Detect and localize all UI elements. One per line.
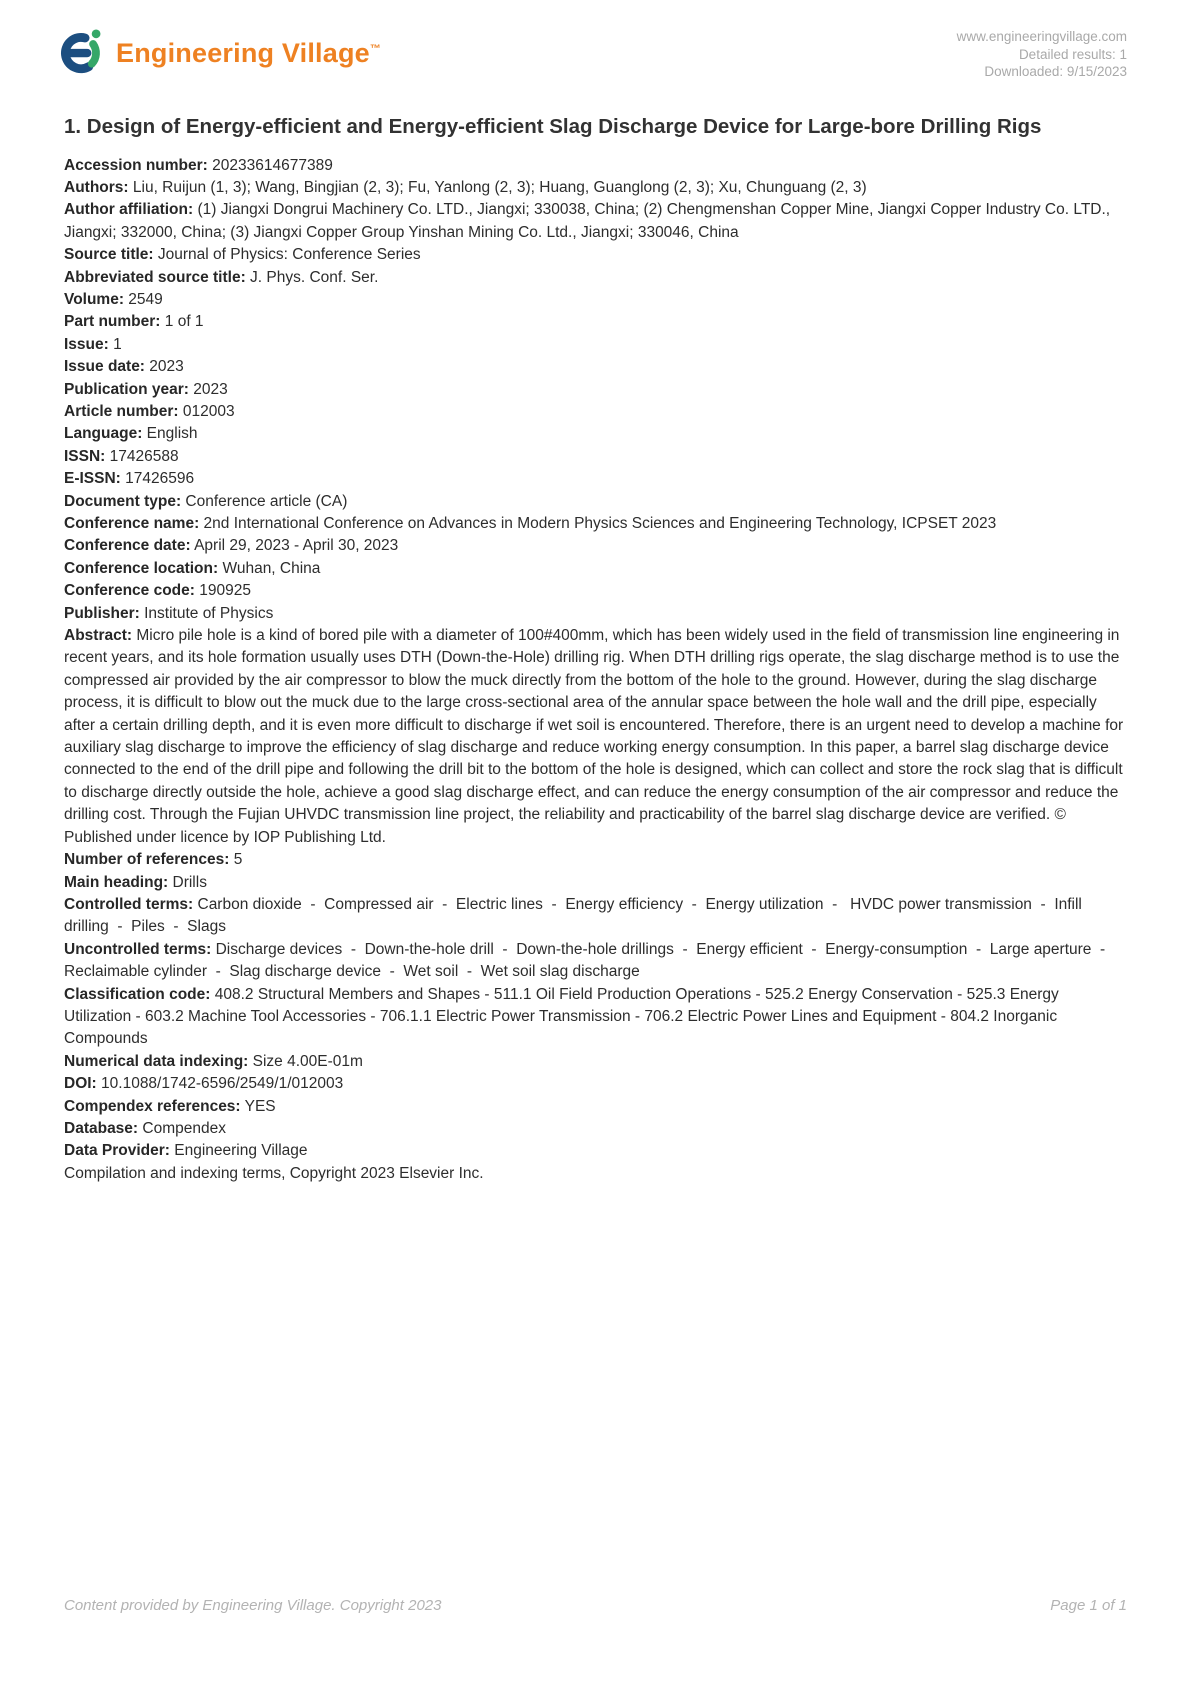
field-label: Conference name: bbox=[64, 515, 200, 532]
brand-name bbox=[116, 38, 381, 69]
record-content bbox=[0, 113, 1191, 1186]
field-value: 17426596 bbox=[120, 470, 195, 488]
record-field bbox=[64, 155, 1127, 177]
field-label: Volume: bbox=[64, 290, 124, 308]
record-field bbox=[64, 289, 1127, 311]
page-footer bbox=[64, 1597, 1127, 1614]
field-label: DOI: bbox=[64, 1075, 97, 1093]
field-value: English bbox=[142, 425, 198, 443]
record-field bbox=[64, 984, 1127, 1051]
field-value: 10.1088/1742-6596/2549/1/012003 bbox=[96, 1075, 344, 1093]
record-field bbox=[64, 849, 1127, 871]
field-label: Source title: bbox=[64, 246, 154, 264]
brand-text: Engineering Village bbox=[116, 37, 370, 68]
record-field bbox=[64, 423, 1127, 445]
field-value: Drills bbox=[168, 873, 207, 891]
meta-downloaded: Downloaded: 9/15/2023 bbox=[984, 64, 1127, 79]
record-field bbox=[64, 558, 1127, 580]
field-value: April 29, 2023 - April 30, 2023 bbox=[190, 537, 399, 555]
record-field bbox=[64, 379, 1127, 401]
record-field bbox=[64, 356, 1127, 378]
field-label: Compendex references: bbox=[64, 1097, 241, 1115]
field-value: Size 4.00E-01m bbox=[248, 1052, 363, 1070]
field-value: Carbon dioxide - Compressed air - Electric lines - Energy efficiency - Energy utilization - HVDC power transmission - Infill drilling - Piles - Slags bbox=[64, 895, 1087, 936]
record-field bbox=[64, 894, 1127, 939]
field-value: Journal of Physics: Conference Series bbox=[153, 246, 421, 264]
record-field bbox=[64, 244, 1127, 266]
field-value: 190925 bbox=[194, 582, 251, 600]
field-value: 2023 bbox=[144, 358, 184, 376]
record-field bbox=[64, 625, 1127, 849]
record-field bbox=[64, 1051, 1127, 1073]
field-value: Wuhan, China bbox=[218, 559, 321, 577]
field-value: 1 of 1 bbox=[160, 313, 204, 331]
record-field bbox=[64, 267, 1127, 289]
field-value: 012003 bbox=[178, 402, 235, 420]
field-label: Publication year: bbox=[64, 380, 189, 398]
record-field bbox=[64, 603, 1127, 625]
record-field bbox=[64, 1096, 1127, 1118]
footer-right: Page 1 of 1 bbox=[1050, 1597, 1127, 1614]
field-label: Number of references: bbox=[64, 851, 230, 869]
record-field bbox=[64, 491, 1127, 513]
record-field bbox=[64, 580, 1127, 602]
field-value: 2023 bbox=[188, 380, 228, 398]
field-label: Document type: bbox=[64, 492, 182, 510]
field-value: 2549 bbox=[124, 290, 163, 308]
record-field bbox=[64, 468, 1127, 490]
field-value: YES bbox=[240, 1097, 276, 1115]
field-value: Institute of Physics bbox=[139, 604, 274, 622]
field-value: Compendex bbox=[138, 1119, 226, 1137]
field-label: Data Provider: bbox=[64, 1142, 170, 1160]
record-field bbox=[64, 334, 1127, 356]
record-field bbox=[64, 311, 1127, 333]
record-field bbox=[64, 1118, 1127, 1140]
field-value: Conference article (CA) bbox=[181, 492, 348, 510]
meta-detailed-results: Detailed results: 1 bbox=[1018, 46, 1127, 62]
field-label: Issue date: bbox=[64, 358, 145, 376]
page-header bbox=[0, 0, 1191, 81]
record-field bbox=[64, 872, 1127, 894]
record-field bbox=[64, 1073, 1127, 1095]
field-label: Uncontrolled terms: bbox=[64, 940, 212, 958]
field-label: Accession number: bbox=[64, 156, 208, 174]
field-label: Article number: bbox=[64, 402, 179, 420]
field-label: Main heading: bbox=[64, 873, 169, 891]
field-value: Discharge devices - Down-the-hole drill - Down-the-hole drillings - Energy efficient - Energy-consumption - Large aperture - Reclaimable cylinder - Slag discharge device - Wet soil - Wet soil slag discharge bbox=[64, 940, 1114, 981]
record-field bbox=[64, 513, 1127, 535]
field-value: 1 bbox=[108, 335, 122, 353]
field-label: Conference date: bbox=[64, 537, 191, 555]
field-value: 17426588 bbox=[105, 447, 179, 465]
field-label: Classification code: bbox=[64, 985, 211, 1003]
field-label: Author affiliation: bbox=[64, 201, 194, 219]
record-title: 1. Design of Energy-efficient and Energy-efficient Slag Discharge Device for Large-bore Drilling Rigs bbox=[64, 114, 1042, 138]
field-label: Part number: bbox=[64, 313, 161, 331]
meta-url: www.engineeringvillage.com bbox=[956, 29, 1127, 44]
field-label: ISSN: bbox=[64, 447, 106, 465]
field-label: Issue: bbox=[64, 335, 109, 353]
ev-logo bbox=[56, 26, 381, 76]
field-value: 5 bbox=[229, 851, 243, 869]
field-value: J. Phys. Conf. Ser. bbox=[245, 268, 379, 286]
field-label: Conference code: bbox=[64, 582, 195, 600]
field-value: 20233614677389 bbox=[207, 156, 333, 174]
field-label: Database: bbox=[64, 1119, 139, 1137]
record-field bbox=[64, 177, 1127, 199]
field-value: (1) Jiangxi Dongrui Machinery Co. LTD., Jiangxi; 330038, China; (2) Chengmenshan Copper Mine, Jiangxi Copper Industry Co. LTD., Jiangxi; 332000, China; (3) Jiangxi Copper Group Yinshan Mining Co. Ltd., Jiangxi; 330046, China bbox=[64, 201, 1115, 241]
ei-logo-icon bbox=[56, 26, 106, 76]
trademark: ™ bbox=[369, 42, 382, 55]
field-label: E-ISSN: bbox=[64, 470, 121, 488]
field-label: Abstract: bbox=[64, 627, 133, 645]
record-field bbox=[64, 939, 1127, 984]
field-value: Engineering Village bbox=[169, 1142, 308, 1160]
field-label: Language: bbox=[64, 425, 143, 443]
field-label: Controlled terms: bbox=[64, 895, 194, 913]
record-fields bbox=[64, 155, 1127, 1163]
compilation-note: Compilation and indexing terms, Copyright 2023 Elsevier Inc. bbox=[64, 1164, 484, 1182]
field-value: 408.2 Structural Members and Shapes - 511.1 Oil Field Production Operations - 525.2 Energy Conservation - 525.3 Energy Utilization - 603.2 Machine Tool Accessories - 706.1.1 Electric Power Transmission - 706.2 Electric Power Lines and Equipment - 804.2 Inorganic Compounds bbox=[64, 985, 1064, 1048]
record-field bbox=[64, 1140, 1127, 1162]
field-value: 2nd International Conference on Advances in Modern Physics Sciences and Engineering Technology, ICPSET 2023 bbox=[199, 515, 997, 532]
field-label: Conference location: bbox=[64, 559, 219, 577]
field-value: Liu, Ruijun (1, 3); Wang, Bingjian (2, 3); Fu, Yanlong (2, 3); Huang, Guanglong (2, 3); Xu, Chunguang (2, 3) bbox=[128, 178, 867, 196]
header-meta bbox=[957, 26, 1127, 81]
record-field bbox=[64, 446, 1127, 468]
footer-left: Content provided by Engineering Village. Copyright 2023 bbox=[64, 1597, 442, 1614]
field-label: Numerical data indexing: bbox=[64, 1052, 249, 1070]
record-field bbox=[64, 199, 1127, 244]
field-label: Abbreviated source title: bbox=[64, 268, 246, 286]
field-label: Publisher: bbox=[64, 604, 140, 622]
record-field bbox=[64, 401, 1127, 423]
field-value: Micro pile hole is a kind of bored pile with a diameter of 100#400mm, which has been widely used in the field of transmission line engineering in recent years, and its hole formation usually uses DTH (Down-the-Hole) drilling rig. When DTH drilling rigs operate, the slag discharge method is to use the compressed air provided by the air compressor to blow the muck directly from the bottom of the hole to the ground. However, during the slag discharge process, it is difficult to blow out the muck due to the large cross-sectional area of the annular space between the hole wall and the drill pipe, especially after a certain drilling depth, and it is even more difficult to discharge if wet soil is encountered. Therefore, there is an urgent need to develop a machine for auxiliary slag discharge to improve the efficiency of slag discharge and reduce working energy consumption. In this paper, a barrel slag discharge device connected to the end of the drill pipe and following the drill bit to the bottom of the hole is designed, which can collect and store the rock slag that is difficult to discharge directly outside the hole, achieve a good slag discharge effect, and can reduce the energy consumption of the air compressor and reduce the drilling cost. Through the Fujian UHVDC transmission line project, the reliability and practicability of the barrel slag discharge device are verified. © Published under licence by IOP Publishing Ltd. bbox=[64, 627, 1128, 846]
field-label: Authors: bbox=[64, 178, 129, 196]
record-field bbox=[64, 535, 1127, 557]
